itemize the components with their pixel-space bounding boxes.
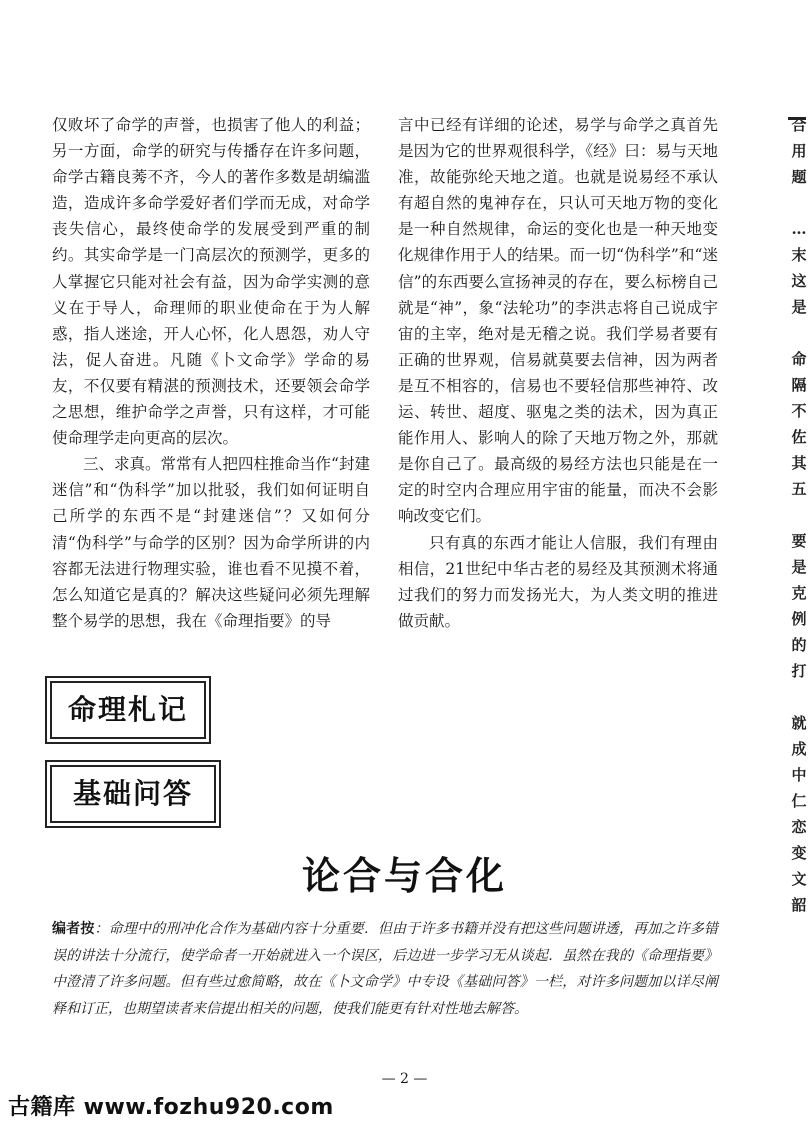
page-number: — 2 — <box>381 1071 428 1087</box>
edge-glyph <box>789 502 809 528</box>
right-column <box>398 112 718 634</box>
edge-glyph: 文 <box>791 870 807 888</box>
edge-glyph <box>789 684 809 710</box>
right-paragraph-1: 言中已经有详细的论述，易学与命学之真首先是因为它的世界观很科学，《经》曰：易与天地准，故能弥纶天地之道。也就是说易经不承认有超自然的鬼神存在，只认可天地万物的变化是一种自然规律，命运的变化也是一种天地变化规律作用于人的结果。而一切“伪科学”和“迷信”的东西要么宣扬神灵的存在，要么标榜自己就是“神”，象“法轮功”的李洪志将自己说成宇宙的主宰，绝对是无稽之说。我们学易者要有正确的世界观，信易就莫要去信神，因为两者是互不相容的，信易也不要轻信那些神符、改运、转世、超度、驱鬼之类的法术，因为真正能作用人、影响人的除了天地万物之外，那就是你自己了。最高级的易经方法也只能是在一定的时空内合理应用宇宙的能量，而决不会影响改变它们。 <box>398 116 718 526</box>
edge-glyph: 韶 <box>791 896 807 914</box>
edge-glyph: 变 <box>791 844 807 862</box>
edge-glyph: 的 <box>791 636 807 654</box>
edge-glyph: … <box>791 220 807 238</box>
edge-glyph: 要 <box>791 532 807 550</box>
edge-glyph: 其 <box>791 454 807 472</box>
right-paragraph-2: 只有真的东西才能让人信服，我们有理由相信，21世纪中华古老的易经及其预测术将通过我们的努力而发扬光大，为人类文明的推进做贡献。 <box>398 533 718 630</box>
adjacent-page-edge <box>789 112 809 918</box>
edge-glyph: 就 <box>791 714 807 732</box>
editor-note-label: 编者按 <box>52 921 95 937</box>
edge-glyph: 末 <box>791 246 807 264</box>
section-badge-qa: 基础问答 <box>50 765 216 823</box>
edge-glyph: 不 <box>791 402 807 420</box>
watermark: 古籍库 www.fozhu920.com <box>8 1095 334 1120</box>
edge-glyph: 克 <box>791 584 807 602</box>
edge-glyph <box>789 190 809 216</box>
edge-glyph: 恋 <box>791 818 807 836</box>
left-paragraph-1: 仅败坏了命学的声誉，也损害了他人的利益；另一方面，命学的研究与传播存在许多问题，命学古籍良莠不齐，今人的著作多数是胡编滥造，造成许多命学爱好者们学而无成，对命学丧失信心，最终使命学的发展受到严重的制约。其实命学是一门高层次的预测学，更多的人掌握它只能对社会有益，因为命学实测的意义在于导人，命理师的职业使命在于为人解惑，指人迷途，开人心怀，化人恩怨，劝人守法，促人奋进。凡随《卜文命学》学命的易友，不仅要有精湛的预测技术，还要领会命学之思想，维护命学之声誉，只有这样，才可能使命理学走向更高的层次。 <box>52 116 370 448</box>
edge-glyph: 是 <box>791 558 807 576</box>
edge-glyph: 是 <box>791 298 807 316</box>
edge-glyph: 合 <box>791 116 807 134</box>
edge-glyph: 打 <box>791 662 807 680</box>
edge-glyph: 隔 <box>791 376 807 394</box>
editor-note-text: ：命理中的刑冲化合作为基础内容十分重要．但由于许多书籍并没有把这些问题讲透，再加之许多错误的讲法十分流行，使学命者一开始就进入一个误区，后边进一步学习无从谈起．虽然在我的《命理指要》中澄清了许多问题。但有些过愈简略，故在《卜文命学》中专设《基础问答》一栏，对许多问题加以详尽阐释和订正，也期望读者来信提出相关的问题，使我们能更有针对性地去解答。 <box>52 921 719 1017</box>
edge-glyph <box>789 320 809 346</box>
edge-glyph: 例 <box>791 610 807 628</box>
section-badge-notes: 命理札记 <box>50 681 206 739</box>
edge-glyph: 题 <box>791 168 807 186</box>
edge-glyph: 佐 <box>791 428 807 446</box>
editor-note <box>52 916 718 1022</box>
edge-glyph: 五 <box>791 480 807 498</box>
edge-glyph: 成 <box>791 740 807 758</box>
edge-glyph: 中 <box>791 766 807 784</box>
edge-glyph: 命 <box>791 350 807 368</box>
edge-glyph: 这 <box>791 272 807 290</box>
article-title: 论合与合化 <box>301 854 507 898</box>
edge-glyph: 仁 <box>791 792 807 810</box>
left-paragraph-2: 三、求真。常常有人把四柱推命当作“封建迷信”和“伪科学”加以批驳，我们如何证明自己所学的东西不是“封建迷信”？又如何分清“伪科学”与命学的区别？因为命学所讲的内容都无法进行物理实验，谁也看不见摸不着，怎么知道它是真的？解决这些疑问必须先理解整个易学的思想，我在《命理指要》的导 <box>52 455 370 630</box>
edge-glyph: 用 <box>791 142 807 160</box>
left-column <box>52 112 370 634</box>
